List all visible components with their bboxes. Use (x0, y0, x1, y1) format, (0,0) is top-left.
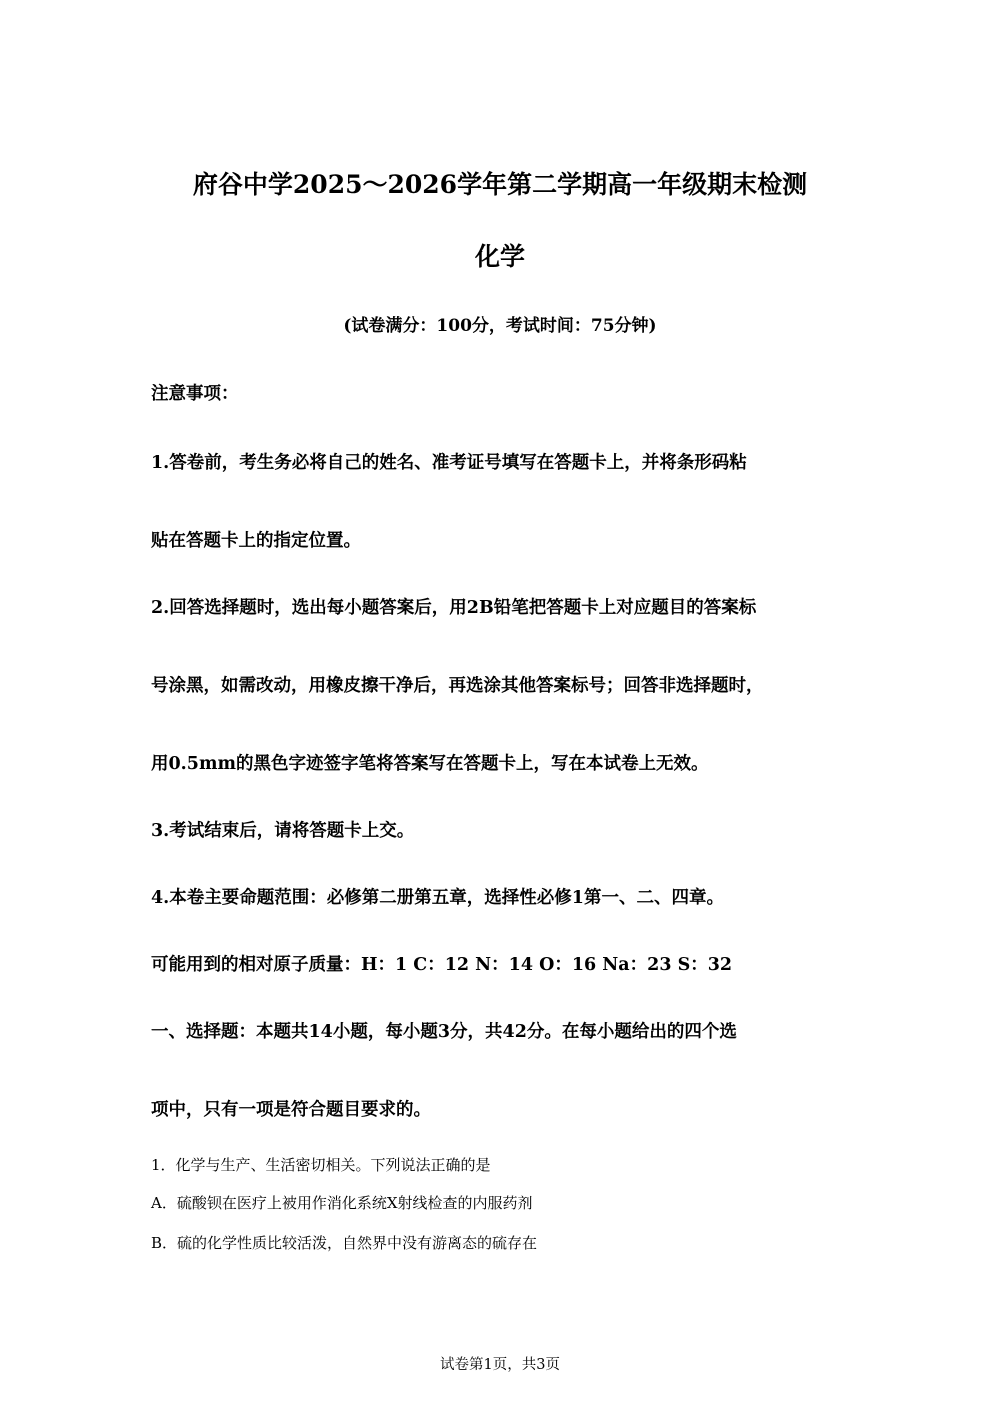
subject-title: 化学 (474, 242, 525, 271)
section-heading: 项中，只有一项是符合题目要求的。 (151, 1100, 431, 1120)
question-option-b: B．硫的化学性质比较活泼，自然界中没有游离态的硫存在 (151, 1234, 538, 1252)
question-stem: 1．化学与生产、生活密切相关。下列说法正确的是 (151, 1156, 491, 1174)
exam-meta: (试卷满分：100分，考试时间：75分钟) (343, 316, 657, 336)
question-option-a: A．硫酸钡在医疗上被用作消化系统X射线检查的内服药剂 (151, 1194, 533, 1212)
notice-line: 2.回答选择题时，选出每小题答案后，用2B铅笔把答题卡上对应题目的答案标 (151, 598, 757, 618)
notice-heading: 注意事项： (151, 384, 239, 404)
notice-line: 号涂黑，如需改动，用橡皮擦干净后，再选涂其他答案标号；回答非选择题时， (151, 676, 764, 696)
notice-line: 贴在答题卡上的指定位置。 (151, 531, 361, 551)
exam-title: 府谷中学2025～2026学年第二学期高一年级期末检测 (192, 170, 808, 199)
notice-line: 4.本卷主要命题范围：必修第二册第五章，选择性必修1第一、二、四章。 (151, 888, 724, 908)
page-footer: 试卷第1页，共3页 (440, 1357, 560, 1373)
notice-line: 1.答卷前，考生务必将自己的姓名、准考证号填写在答题卡上，并将条形码粘 (151, 453, 747, 473)
notice-line: 用0.5mm的黑色字迹签字笔将答案写在答题卡上，写在本试卷上无效。 (151, 754, 709, 774)
section-heading: 一、选择题：本题共14小题，每小题3分，共42分。在每小题给出的四个选 (151, 1022, 737, 1042)
atomic-masses: 可能用到的相对原子质量：H：1 C：12 N：14 O：16 Na：23 S：32 (151, 955, 733, 975)
notice-line: 3.考试结束后，请将答题卡上交。 (151, 821, 415, 841)
